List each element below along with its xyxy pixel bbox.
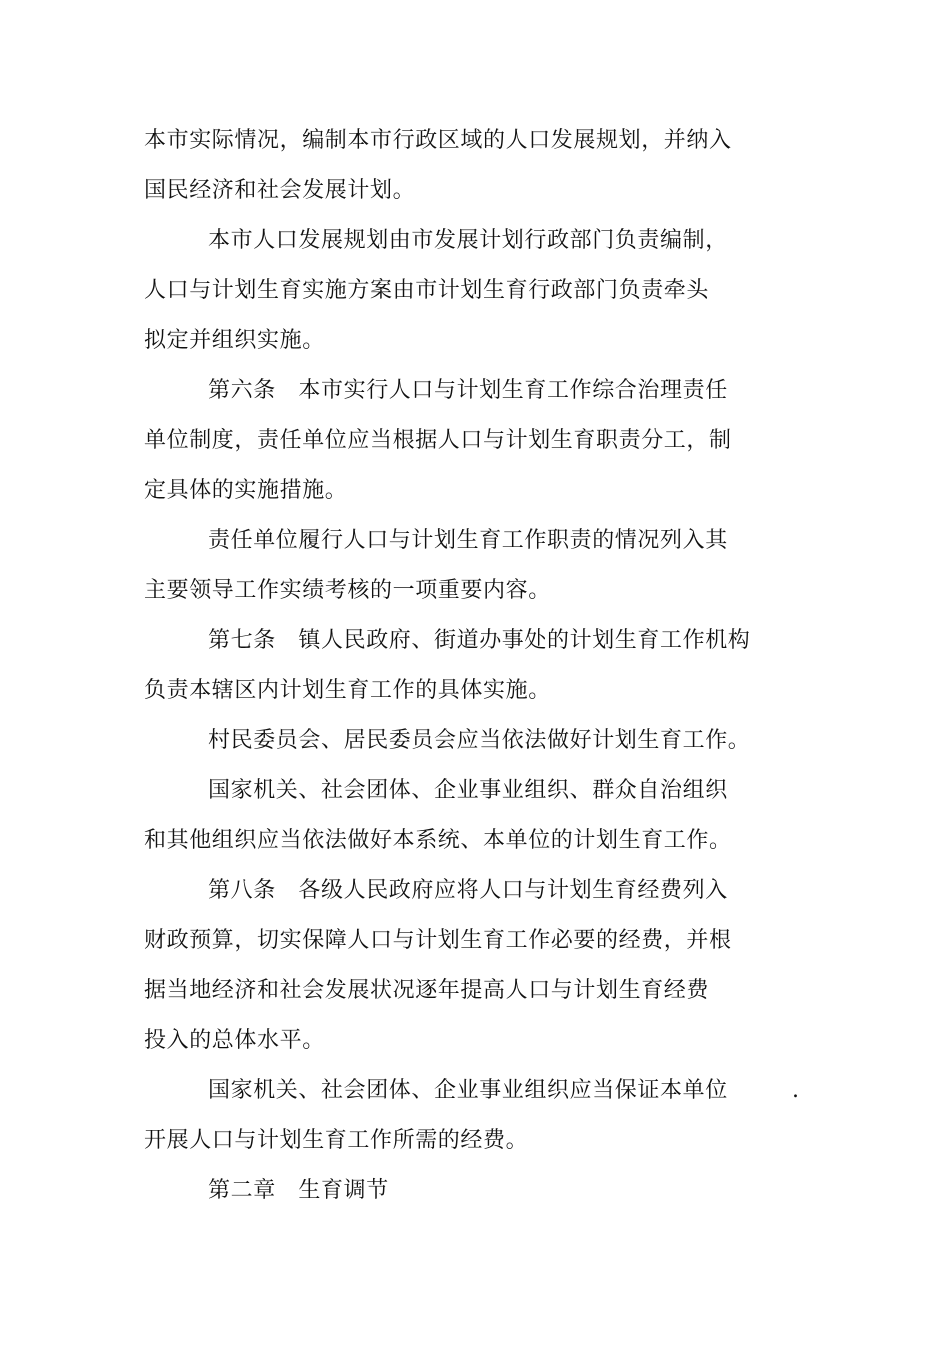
text-line: 和其他组织应当依法做好本系统、本单位的计划生育工作。 <box>144 828 732 853</box>
text-line: 拟定并组织实施。 <box>144 328 325 353</box>
paragraph-start: 村民委员会、居民委员会应当依法做好计划生育工作。 <box>208 728 751 753</box>
text-line: 投入的总体水平。 <box>144 1028 325 1053</box>
paragraph-start: 国家机关、社会团体、企业事业组织应当保证本单位 <box>208 1078 728 1103</box>
text-line: 据当地经济和社会发展状况逐年提高人口与计划生育经费 <box>144 978 710 1003</box>
paragraph-start: 责任单位履行人口与计划生育工作职责的情况列入其 <box>208 528 728 553</box>
article-6-heading: 第六条 本市实行人口与计划生育工作综合治理责任 <box>208 378 728 403</box>
text-line: 国民经济和社会发展计划。 <box>144 178 416 203</box>
paragraph-start: 本市人口发展规划由市发展计划行政部门负责编制， <box>208 228 728 253</box>
text-line: 负责本辖区内计划生育工作的具体实施。 <box>144 678 551 703</box>
paragraph-start: 国家机关、社会团体、企业事业组织、群众自治组织 <box>208 778 728 803</box>
text-line: 本市实际情况，编制本市行政区域的人口发展规划，并纳入 <box>144 128 732 153</box>
text-line: 定具体的实施措施。 <box>144 478 348 503</box>
text-line: 单位制度，责任单位应当根据人口与计划生育职责分工，制 <box>144 428 732 453</box>
text-line: 财政预算，切实保障人口与计划生育工作必要的经费，并根 <box>144 928 732 953</box>
article-7-heading: 第七条 镇人民政府、街道办事处的计划生育工作机构 <box>208 628 751 653</box>
text-line: 开展人口与计划生育工作所需的经费。 <box>144 1128 529 1153</box>
article-8-heading: 第八条 各级人民政府应将人口与计划生育经费列入 <box>208 878 728 903</box>
text-line: 主要领导工作实绩考核的一项重要内容。 <box>144 578 551 603</box>
chapter-2-heading: 第二章 生育调节 <box>208 1178 389 1203</box>
text-line: 人口与计划生育实施方案由市计划生育行政部门负责牵头 <box>144 278 710 303</box>
stray-mark: . <box>792 1078 799 1103</box>
